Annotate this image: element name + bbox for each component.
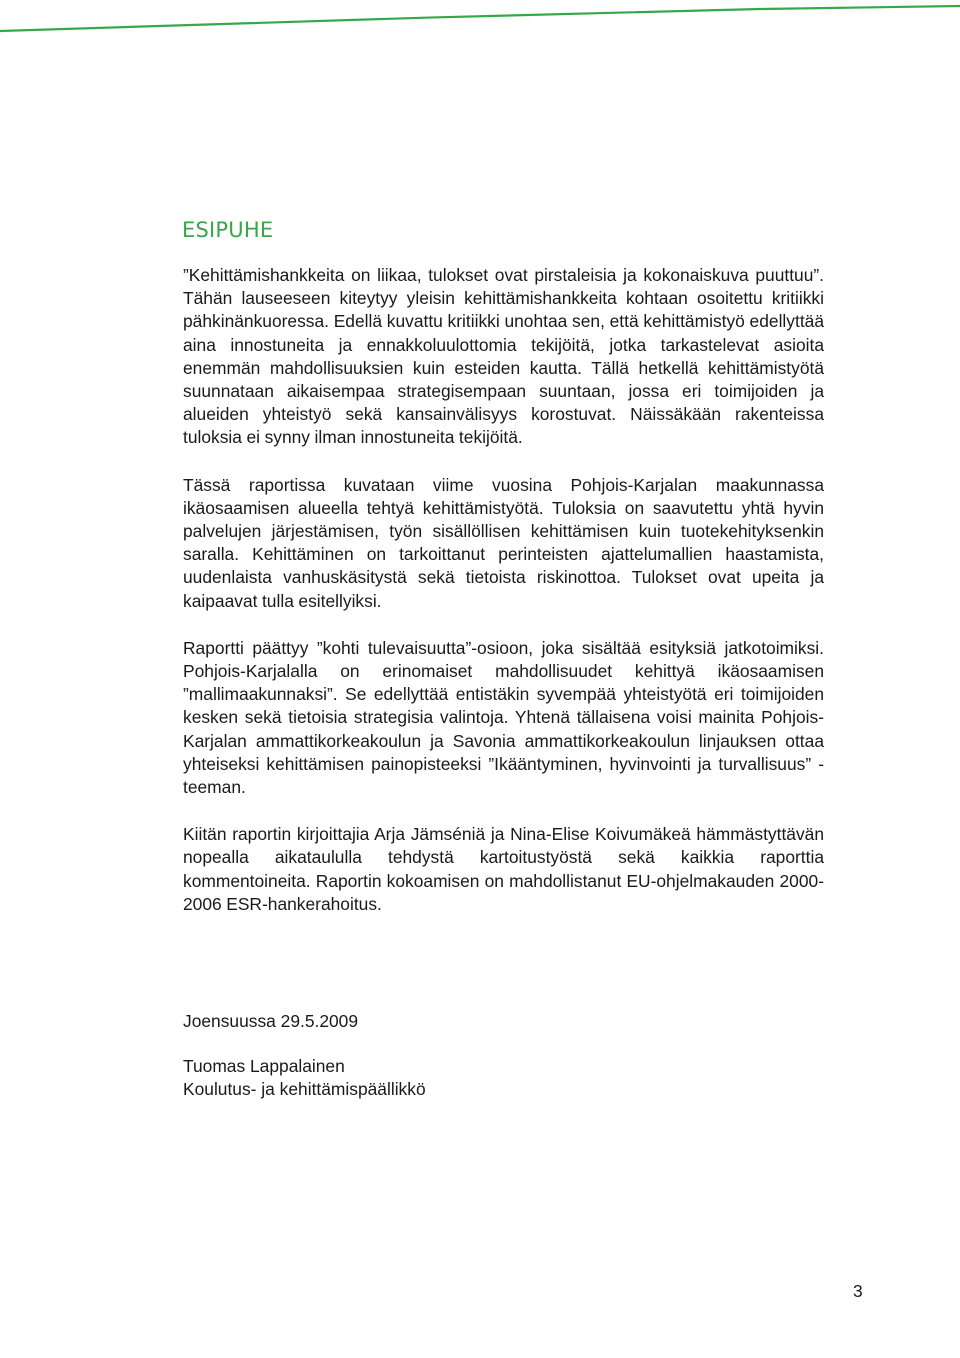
signer-title: Koulutus- ja kehittämispäällikkö bbox=[183, 1079, 426, 1100]
signer-name: Tuomas Lappalainen bbox=[183, 1056, 345, 1077]
body-text bbox=[183, 264, 824, 940]
signature-block bbox=[183, 1010, 426, 1102]
paragraph-1: ”Kehittämishankkeita on liikaa, tulokset ovat pirstaleisia ja kokonaiskuva puuttuu”. Tähän lauseeseen kiteytyy yleisin kehittämishankkeita kohtaan osoitettu kritiikki pähkinänkuoressa. Edellä kuvattu kritiikki unohtaa sen, että kehittämistyö edellyttää aina innostuneita ja ennakkoluulottomia tekijöitä, jotka tarkastelevat asioita enemmän mahdollisuuksien kuin esteiden kautta. Tällä hetkellä kehittämistyötä suunnataan aikaisempaa strategisempaan suuntaan, jossa eri toimijoiden ja alueiden yhteistyö sekä kansainvälisyys korostuvat. Näissäkään rakenteissa tuloksia ei synny ilman innostuneita tekijöitä. bbox=[183, 265, 824, 448]
page-number: 3 bbox=[853, 1281, 863, 1301]
green-curve-line bbox=[0, 0, 960, 34]
place-and-date: Joensuussa 29.5.2009 bbox=[183, 1011, 359, 1031]
paragraph-2: Tässä raportissa kuvataan viime vuosina Pohjois-Karjalan maakunnassa ikäosaamisen alueella tehtyä kehittämistyötä. Tuloksia on saavutettu yhtä hyvin palvelujen järjestämisen, työn sisällöllisen kehittämisen kuin tuotekehityksenkin saralla. Kehittäminen on tarkoittanut perinteisten ajattelumallien haastamista, uudenlaista vanhuskäsitystä sekä tietoista riskinottoa. Tulokset ovat upeita ja kaipaavat tulla esitellyiksi. bbox=[183, 474, 824, 611]
top-decorative-curve bbox=[0, 0, 960, 34]
paragraph-4: Kiitän raportin kirjoittajia Arja Jämséniä ja Nina-Elise Koivumäkeä hämmästyttävän nopealla aikataululla tehdystä kartoitustyöstä sekä kaikkia raporttia kommentoineita. Raportin kokoamisen on mahdollistanut EU-ohjelmakauden 2000-2006 ESR-hankerahoitus. bbox=[183, 824, 824, 914]
paragraph-3: Raportti päättyy ”kohti tulevaisuutta”-osioon, joka sisältää esityksiä jatkotoimiksi. Pohjois-Karjalalla on erinomaiset mahdollisuudet kehittyä ikäosaamisen ”mallimaakunnaksi”. Se edellyttää entistäkin syvempää yhteistyötä eri toimijoiden kesken sekä tietoisia strategisia valintoja. Yhtenä tällaisena voisi mainita Pohjois-Karjalan ammattikorkeakoulun ja Savonia ammattikorkeakoulun linjauksen ottaa yhteiseksi kehittämisen painopisteeksi ”Ikääntyminen, hyvinvointi ja turvallisuus” - teeman. bbox=[183, 637, 824, 798]
page-title: ESIPUHE bbox=[182, 218, 274, 242]
